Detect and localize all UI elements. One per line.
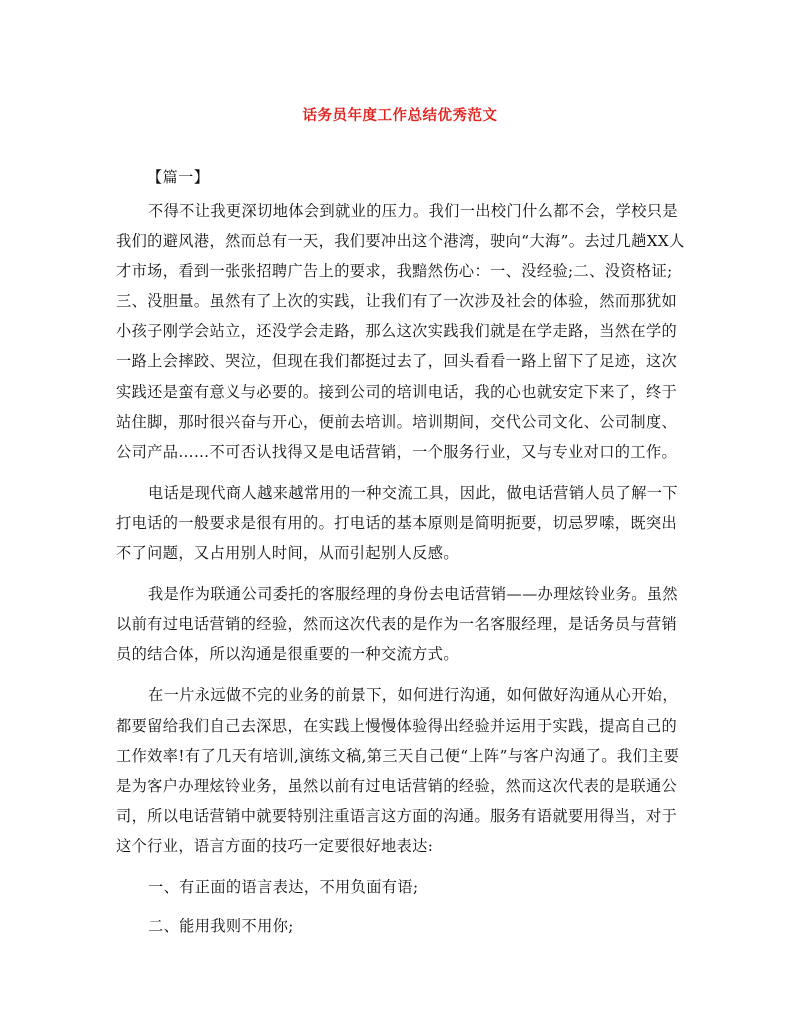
paragraph: 我是作为联通公司委托的客服经理的身份去电话营销——办理炫铃业务。虽然以前有过电话营销的经验，然而这次代表的是作为一名客服经理，是话务员与营销员的结合体，所以沟通是很重要的一种交流方式。 [116, 585, 678, 664]
list-item: 一、有正面的语言表达，不用负面有语; [148, 877, 419, 896]
paragraph: 在一片永远做不完的业务的前景下，如何进行沟通，如何做好沟通从心开始，都要留给我们自己去深思，在实践上慢慢体验得出经验并运用于实践，提高自己的工作效率!有了几天有培训,演练文稿,第三天自己便“上阵”与客户沟通了。我们主要是为客户办理炫铃业务，虽然以前有过电话营销的经验，然而这次代表的是联通公司，所以电话营销中就要特别注重语言这方面的沟通。服务有语就要用得当，对于这个行业，语言方面的技巧一定要很好地表达: [116, 686, 680, 855]
paragraph: 不得不让我更深切地体会到就业的压力。我们一出校门什么都不会，学校只是我们的避风港，然而总有一天，我们要冲出这个港湾，驶向“大海”。去过几趟XX人才市场，看到一张张招聘广告上的要求，我黯然伤心：一、没经验;二、没资格证;三、没胆量。虽然有了上次的实践，让我们有了一次涉及社会的体验，然而那犹如小孩子刚学会站立，还没学会走路，那么这次实践我们就是在学走路，当然在学的一路上会摔跤、哭泣，但现在我们都挺过去了，回头看看一路上留下了足迹，这次实践还是蛮有意义与必要的。接到公司的培训电话，我的心也就安定下来了，终于站住脚，那时很兴奋与开心，便前去培训。培训期间，交代公司文化、公司制度、公司产品……不可否认找得又是电话营销，一个服务行业，又与专业对口的工作。 [116, 202, 685, 461]
document-body [116, 196, 688, 950]
list-item: 二、能用我则不用你; [148, 917, 294, 936]
document-title: 话务员年度工作总结优秀范文 [302, 108, 498, 124]
paragraph: 电话是现代商人越来越常用的一种交流工具，因此，做电话营销人员了解一下打电话的一般要求是很有用的。打电话的基本原则是简明扼要，切忌罗嗦，既突出不了问题，又占用别人时间，从而引起别人反感。 [116, 483, 678, 563]
section-label: 【篇一】 [147, 168, 210, 186]
